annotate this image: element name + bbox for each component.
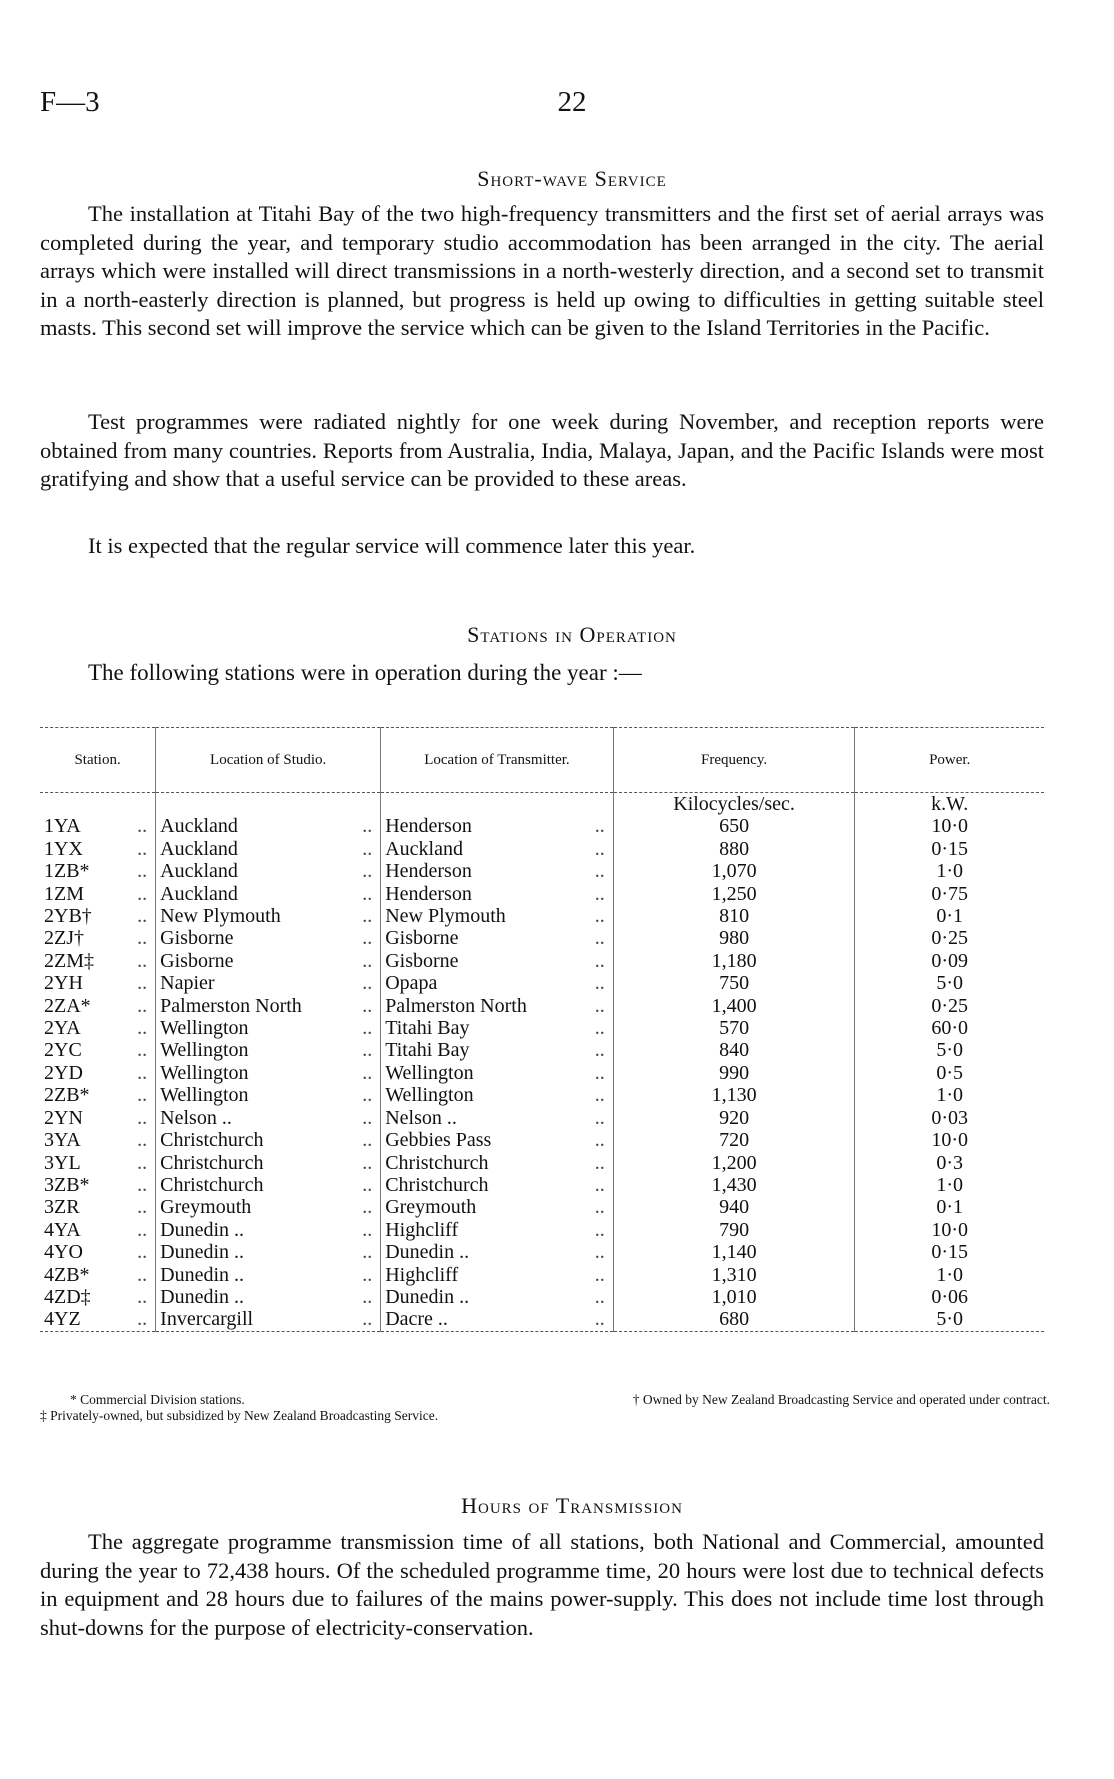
leader-dots: .. [362, 837, 373, 860]
leader-dots: .. [362, 1039, 373, 1062]
leader-dots: .. [137, 972, 148, 995]
transmitter-location: Gisborne [385, 927, 459, 950]
leader-dots: .. [137, 905, 148, 928]
studio-location: Christchurch [160, 1173, 264, 1196]
leader-dots: .. [594, 815, 605, 838]
power-value: 0·75 [855, 883, 1044, 905]
station-call-sign: 3ZR [44, 1196, 80, 1219]
leader-dots: .. [137, 1218, 148, 1241]
transmitter-location: Titahi Bay [385, 1017, 470, 1040]
leader-dots: .. [362, 1241, 373, 1264]
leader-dots: .. [362, 1308, 373, 1331]
leader-dots: .. [362, 815, 373, 838]
frequency-value: 650 [613, 815, 855, 837]
leader-dots: .. [362, 949, 373, 972]
frequency-value: 940 [613, 1196, 855, 1218]
studio-location: Christchurch [160, 1129, 264, 1152]
table-footnotes [40, 1392, 1050, 1424]
column-header-station: Station. [74, 752, 121, 768]
leader-dots: .. [594, 882, 605, 905]
table-row [40, 860, 1044, 882]
page-number: 22 [557, 86, 587, 118]
footnote-owned: † Owned by New Zealand Broadcasting Service and operated under contract. [632, 1392, 1050, 1407]
studio-location: Palmerston North [160, 994, 302, 1017]
table-row [40, 972, 1044, 994]
table-row [40, 1039, 1044, 1061]
station-call-sign: 2YC [44, 1039, 82, 1062]
station-call-sign: 3YL [44, 1151, 81, 1174]
transmitter-location: Highcliff [385, 1218, 459, 1241]
leader-dots: .. [362, 1106, 373, 1129]
short-wave-paragraph-2: Test programmes were radiated nightly for one week during November, and reception reports were obtained from many countries. Reports from Australia, India, Malaya, Japan, and the Pacific Islands were most gratifying and show that a useful service can be provided to these areas. [40, 409, 1044, 491]
frequency-value: 920 [613, 1107, 855, 1129]
station-call-sign: 4ZD‡ [44, 1285, 91, 1308]
frequency-value: 980 [613, 927, 855, 949]
power-value: 0·15 [855, 1241, 1044, 1263]
leader-dots: .. [594, 1039, 605, 1062]
transmitter-location: Gebbies Pass [385, 1129, 492, 1152]
hours-paragraph: The aggregate programme transmission time of all stations, both National and Commercial, amounted during the year to 72,438 hours. Of the scheduled programme time, 20 hours were lost due to technical defects in equipment and 28 hours due to failures of the mains power-supply. This does not include time lost through shut-downs for the purpose of electricity-conservation. [40, 1529, 1044, 1640]
transmitter-location: Wellington [385, 1061, 474, 1084]
leader-dots: .. [594, 1129, 605, 1152]
frequency-value: 1,400 [613, 995, 855, 1017]
transmitter-location: Dacre .. [385, 1308, 448, 1331]
studio-location: Napier [160, 972, 215, 995]
transmitter-location: Nelson .. [385, 1106, 457, 1129]
document-reference: F—3 [40, 86, 100, 118]
leader-dots: .. [594, 1196, 605, 1219]
frequency-value: 990 [613, 1062, 855, 1084]
leader-dots: .. [137, 1173, 148, 1196]
stations-title: Stations in Operation [467, 622, 677, 647]
leader-dots: .. [137, 1129, 148, 1152]
frequency-value: 790 [613, 1219, 855, 1241]
studio-location: Auckland [160, 815, 238, 838]
leader-dots: .. [137, 1084, 148, 1107]
table-row [40, 1196, 1044, 1218]
station-call-sign: 2YH [44, 972, 83, 995]
leader-dots: .. [137, 882, 148, 905]
station-call-sign: 1YX [44, 837, 83, 860]
leader-dots: .. [137, 1263, 148, 1286]
stations-intro: The following stations were in operation during the year :— [88, 660, 642, 685]
station-call-sign: 4YZ [44, 1308, 81, 1331]
station-call-sign: 2YD [44, 1061, 83, 1084]
leader-dots: .. [137, 1106, 148, 1129]
leader-dots: .. [594, 1218, 605, 1241]
studio-location: Dunedin .. [160, 1241, 245, 1264]
short-wave-title: Short-wave Service [477, 166, 667, 191]
transmitter-location: Greymouth [385, 1196, 477, 1219]
table-row [40, 815, 1044, 837]
studio-location: Wellington [160, 1061, 249, 1084]
station-call-sign: 2ZA* [44, 994, 91, 1017]
frequency-value: 680 [613, 1308, 855, 1331]
table-row [40, 927, 1044, 949]
studio-location: Auckland [160, 860, 238, 883]
column-header-power: Power. [855, 728, 1044, 793]
transmitter-location: Wellington [385, 1084, 474, 1107]
table-row [40, 905, 1044, 927]
transmitter-location: Christchurch [385, 1173, 489, 1196]
power-value: 0·09 [855, 950, 1044, 972]
frequency-value: 840 [613, 1039, 855, 1061]
frequency-value: 1,070 [613, 860, 855, 882]
leader-dots: .. [594, 1285, 605, 1308]
column-header-frequency: Frequency. [613, 728, 855, 793]
leader-dots: .. [594, 1173, 605, 1196]
transmitter-location: Gisborne [385, 949, 459, 972]
station-call-sign: 1ZM [44, 882, 84, 905]
frequency-value: 1,250 [613, 883, 855, 905]
frequency-value: 810 [613, 905, 855, 927]
column-header-transmitter: Location of Transmitter. [381, 728, 614, 793]
leader-dots: .. [137, 994, 148, 1017]
station-call-sign: 3YA [44, 1129, 81, 1152]
transmitter-location: Palmerston North [385, 994, 527, 1017]
frequency-value: 750 [613, 972, 855, 994]
station-call-sign: 3ZB* [44, 1173, 90, 1196]
leader-dots: .. [137, 860, 148, 883]
table-row [40, 1241, 1044, 1263]
leader-dots: .. [137, 1241, 148, 1264]
hours-title: Hours of Transmission [461, 1493, 683, 1518]
power-value: 10·0 [855, 815, 1044, 837]
studio-location: Greymouth [160, 1196, 252, 1219]
studio-location: Nelson .. [160, 1106, 232, 1129]
studio-location: Dunedin .. [160, 1263, 245, 1286]
table-row [40, 1152, 1044, 1174]
frequency-value: 880 [613, 838, 855, 860]
table-row [40, 1017, 1044, 1039]
studio-location: Auckland [160, 882, 238, 905]
leader-dots: .. [137, 1017, 148, 1040]
frequency-value: 1,200 [613, 1152, 855, 1174]
column-header-studio: Location of Studio. [156, 728, 381, 793]
leader-dots: .. [594, 837, 605, 860]
station-call-sign: 4YA [44, 1218, 81, 1241]
leader-dots: .. [594, 927, 605, 950]
leader-dots: .. [137, 1039, 148, 1062]
table-row [40, 1107, 1044, 1129]
power-value: 5·0 [855, 1039, 1044, 1061]
leader-dots: .. [362, 1218, 373, 1241]
frequency-value: 1,430 [613, 1174, 855, 1196]
power-value: 60·0 [855, 1017, 1044, 1039]
power-value: 0·03 [855, 1107, 1044, 1129]
transmitter-location: Dunedin .. [385, 1241, 470, 1264]
power-value: 1·0 [855, 860, 1044, 882]
leader-dots: .. [362, 860, 373, 883]
leader-dots: .. [362, 1173, 373, 1196]
leader-dots: .. [594, 905, 605, 928]
frequency-value: 1,010 [613, 1286, 855, 1308]
power-value: 0·15 [855, 838, 1044, 860]
leader-dots: .. [362, 1129, 373, 1152]
transmitter-location: Opapa [385, 972, 438, 995]
power-value: 1·0 [855, 1264, 1044, 1286]
studio-location: Gisborne [160, 949, 234, 972]
station-call-sign: 2YB† [44, 905, 92, 928]
frequency-value: 1,140 [613, 1241, 855, 1263]
leader-dots: .. [594, 1084, 605, 1107]
frequency-value: 570 [613, 1017, 855, 1039]
power-value: 1·0 [855, 1084, 1044, 1106]
leader-dots: .. [137, 1196, 148, 1219]
transmitter-location: Auckland [385, 837, 463, 860]
leader-dots: .. [362, 1285, 373, 1308]
table-row [40, 1062, 1044, 1084]
short-wave-paragraph-1: The installation at Titahi Bay of the two high-frequency transmitters and the first set of aerial arrays was completed during the year, and temporary studio accommodation has been arranged in the city. The aerial arrays which were installed will direct transmissions in a north-westerly direction, and a second set to transmit in a north-easterly direction is planned, but progress is held up owing to difficulties in getting suitable steel masts. This second set will improve the service which can be given to the Island Territories in the Pacific. [40, 201, 1044, 340]
station-call-sign: 4YO [44, 1241, 83, 1264]
table-row [40, 1084, 1044, 1106]
short-wave-paragraph-3: It is expected that the regular service will commence later this year. [88, 533, 696, 558]
leader-dots: .. [362, 1151, 373, 1174]
table-row [40, 995, 1044, 1017]
studio-location: Wellington [160, 1017, 249, 1040]
station-call-sign: 2ZM‡ [44, 949, 94, 972]
transmitter-location: Henderson [385, 882, 472, 905]
leader-dots: .. [594, 994, 605, 1017]
power-value: 1·0 [855, 1174, 1044, 1196]
station-call-sign: 2YA [44, 1017, 81, 1040]
studio-location: Gisborne [160, 927, 234, 950]
leader-dots: .. [594, 1017, 605, 1040]
footnote-private: ‡ Privately-owned, but subsidized by New Zealand Broadcasting Service. [40, 1408, 439, 1423]
leader-dots: .. [594, 1151, 605, 1174]
leader-dots: .. [362, 1084, 373, 1107]
transmitter-location: Henderson [385, 815, 472, 838]
studio-location: Wellington [160, 1084, 249, 1107]
leader-dots: .. [594, 1061, 605, 1084]
station-call-sign: 4ZB* [44, 1263, 90, 1286]
footnote-commercial: * Commercial Division stations. [70, 1392, 245, 1407]
table-row [40, 1129, 1044, 1151]
leader-dots: .. [137, 949, 148, 972]
studio-location: Invercargill [160, 1308, 254, 1331]
leader-dots: .. [594, 949, 605, 972]
leader-dots: .. [594, 1106, 605, 1129]
power-value: 0·1 [855, 1196, 1044, 1218]
frequency-value: 1,310 [613, 1264, 855, 1286]
transmitter-location: Henderson [385, 860, 472, 883]
studio-location: Wellington [160, 1039, 249, 1062]
leader-dots: .. [137, 927, 148, 950]
power-value: 0·25 [855, 927, 1044, 949]
table-row [40, 883, 1044, 905]
frequency-value: 720 [613, 1129, 855, 1151]
table-row [40, 1286, 1044, 1308]
units-row [40, 793, 1044, 816]
station-call-sign: 2ZJ† [44, 927, 84, 950]
table-header-row [40, 728, 1044, 793]
leader-dots: .. [594, 1263, 605, 1286]
leader-dots: .. [362, 1196, 373, 1219]
leader-dots: .. [137, 815, 148, 838]
transmitter-location: Christchurch [385, 1151, 489, 1174]
table-row [40, 1219, 1044, 1241]
leader-dots: .. [362, 1017, 373, 1040]
station-call-sign: 2ZB* [44, 1084, 90, 1107]
station-call-sign: 1YA [44, 815, 81, 838]
leader-dots: .. [137, 1308, 148, 1331]
power-value: 5·0 [855, 1308, 1044, 1331]
studio-location: Dunedin .. [160, 1218, 245, 1241]
studio-location: New Plymouth [160, 905, 281, 928]
power-value: 0·3 [855, 1152, 1044, 1174]
station-call-sign: 2YN [44, 1106, 83, 1129]
leader-dots: .. [362, 994, 373, 1017]
leader-dots: .. [137, 1151, 148, 1174]
frequency-value: 1,130 [613, 1084, 855, 1106]
table-row [40, 1308, 1044, 1331]
studio-location: Christchurch [160, 1151, 264, 1174]
frequency-value: 1,180 [613, 950, 855, 972]
leader-dots: .. [362, 1263, 373, 1286]
transmitter-location: Dunedin .. [385, 1285, 470, 1308]
leader-dots: .. [362, 905, 373, 928]
studio-location: Dunedin .. [160, 1285, 245, 1308]
leader-dots: .. [594, 1241, 605, 1264]
leader-dots: .. [137, 837, 148, 860]
power-value: 10·0 [855, 1129, 1044, 1151]
leader-dots: .. [594, 1308, 605, 1331]
leader-dots: .. [362, 1061, 373, 1084]
frequency-unit: Kilocycles/sec. [613, 793, 855, 816]
power-value: 0·5 [855, 1062, 1044, 1084]
power-value: 0·1 [855, 905, 1044, 927]
transmitter-location: New Plymouth [385, 905, 506, 928]
leader-dots: .. [362, 882, 373, 905]
power-value: 5·0 [855, 972, 1044, 994]
power-value: 0·25 [855, 995, 1044, 1017]
transmitter-location: Titahi Bay [385, 1039, 470, 1062]
leader-dots: .. [362, 972, 373, 995]
stations-table [40, 727, 1044, 1332]
transmitter-location: Highcliff [385, 1263, 459, 1286]
power-value: 10·0 [855, 1219, 1044, 1241]
studio-location: Auckland [160, 837, 238, 860]
leader-dots: .. [137, 1061, 148, 1084]
table-row [40, 1264, 1044, 1286]
leader-dots: .. [362, 927, 373, 950]
table-row [40, 838, 1044, 860]
leader-dots: .. [594, 860, 605, 883]
power-unit: k.W. [855, 793, 1044, 816]
power-value: 0·06 [855, 1286, 1044, 1308]
table-row [40, 950, 1044, 972]
leader-dots: .. [137, 1285, 148, 1308]
table-row [40, 1174, 1044, 1196]
station-call-sign: 1ZB* [44, 860, 90, 883]
leader-dots: .. [594, 972, 605, 995]
